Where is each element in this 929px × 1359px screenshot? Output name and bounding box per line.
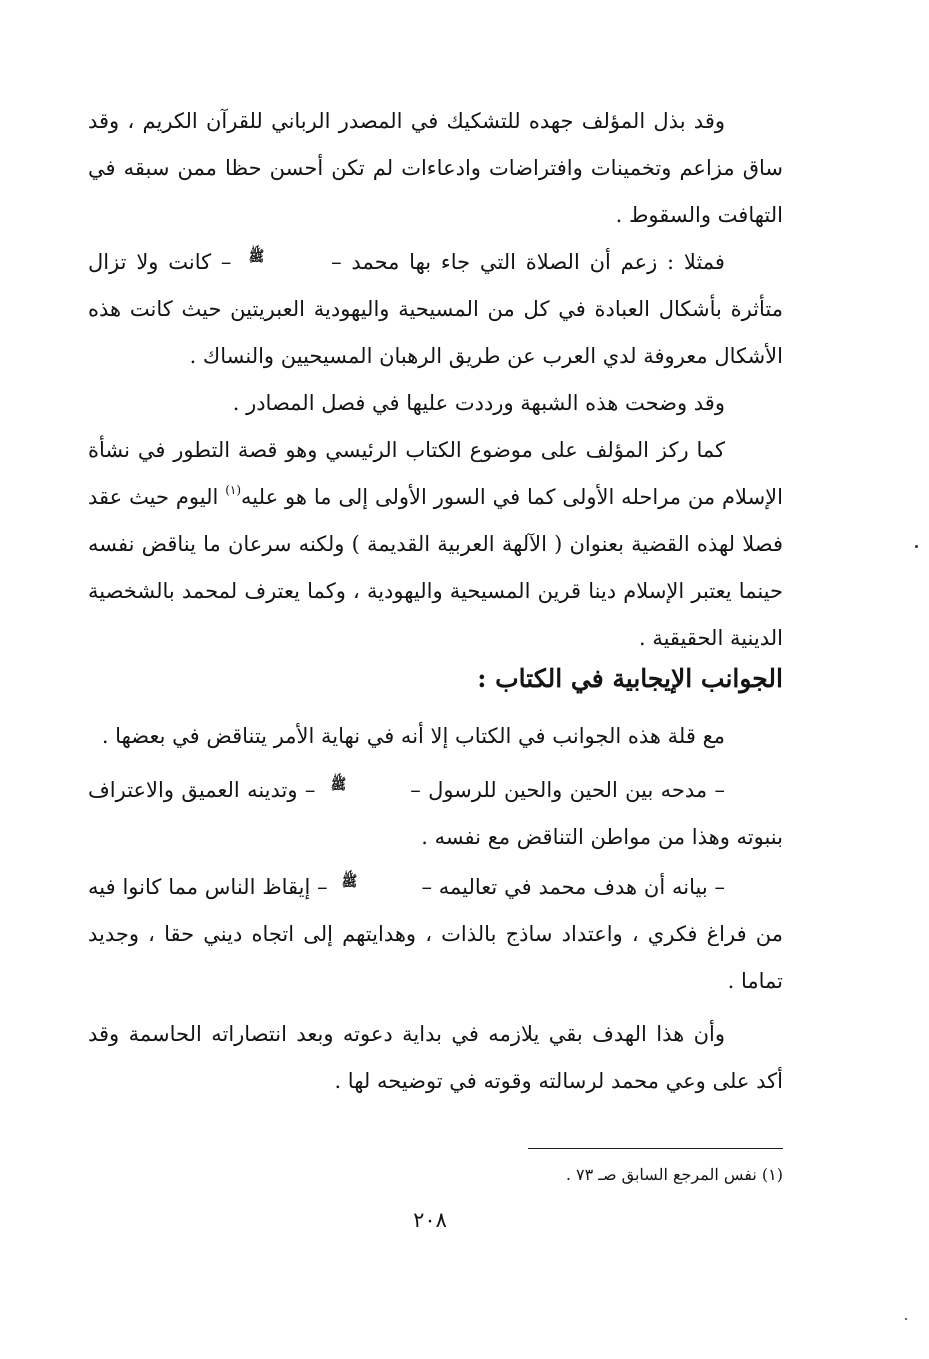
paragraph-text: كما ركز المؤلف على موضوع الكتاب الرئيسي وهو قصة التطور في نشأة الإسلام من مراحله الأولى كما في السور الأولى إلى ما هو عليه: [88, 438, 783, 509]
blessing-symbol: ﷺ: [248, 247, 265, 265]
paragraph-positive-intro: [88, 713, 783, 760]
paragraph-text: فمثلا : زعم أن الصلاة التي جاء بها محمد –: [331, 250, 725, 274]
paragraph-text: – وتدينه العميق والاعتراف بنبوته وهذا من مواطن التناقض مع نفسه .: [88, 778, 783, 849]
paragraph-doubt: [88, 98, 783, 239]
paragraph-text: – كانت ولا تزال متأثرة بأشكال العبادة في كل من المسيحية واليهودية العبريتين حيث كانت هذه الأشكال معروفة لدي العرب عن طريق الرهبان المسيحيين والنساك .: [88, 250, 783, 368]
paragraph-text: وقد بذل المؤلف جهده للتشكيك في المصدر الرباني للقرآن الكريم ، وقد ساق مزاعم وتخمينات وافتراضات وادعاءات لم تكن أحسن حظا ممن سبقه في التهافت والسقوط .: [88, 109, 783, 227]
paragraph-text: وقد وضحت هذه الشبهة ورددت عليها في فصل المصادر .: [232, 391, 725, 415]
list-item-goal: [88, 864, 783, 1005]
blessing-symbol: ﷺ: [330, 775, 346, 793]
scan-speck: [915, 545, 918, 548]
paragraph-text: – مدحه بين الحين والحين للرسول –: [410, 778, 726, 802]
footnote-reference[interactable]: (١): [225, 483, 242, 497]
paragraph-text: – بيانه أن هدف محمد في تعاليمه –: [421, 875, 725, 899]
paragraph-prayer-claim: [88, 239, 783, 380]
scan-speck: [905, 1318, 907, 1320]
paragraph-text: وأن هذا الهدف بقي يلازمه في بداية دعوته وبعد انتصاراته الحاسمة وقد أكد على وعي محمد لرسالته وقوته في توضيحه لها .: [88, 1022, 783, 1093]
paragraph-text: اليوم حيث عقد فصلا لهذه القضية بعنوان ( الآلهة العربية القديمة ) ولكنه سرعان ما يناقض نفسه حينما يعتبر الإسلام دينا قرين المسيحية واليهودية ، وكما يعترف لمحمد بالشخصية الدينية الحقيقية .: [88, 485, 783, 650]
footnote: (١) نفس المرجع السابق صـ ٧٣ .: [565, 1165, 783, 1184]
paragraph-text: – إيقاظ الناس مما كانوا فيه من فراغ فكري ، واعتداد ساذج بالذات ، وهدايتهم إلى اتجاه ديني حقا ، وجديد تماما .: [88, 875, 783, 993]
blessing-symbol: ﷺ: [342, 872, 358, 890]
footnote-divider: [528, 1148, 783, 1149]
list-item-praise: [88, 767, 783, 861]
paragraph-main-topic: [88, 427, 783, 662]
section-heading: الجوانب الإيجابية في الكتاب :: [477, 664, 783, 693]
paragraph-text: مع قلة هذه الجوانب في الكتاب إلا أنه في نهاية الأمر يتناقض في بعضها .: [101, 724, 725, 748]
paragraph-goal-continuity: [88, 1011, 783, 1105]
page-number: ٢٠٨: [413, 1208, 447, 1232]
paragraph-clarification: [88, 380, 783, 427]
